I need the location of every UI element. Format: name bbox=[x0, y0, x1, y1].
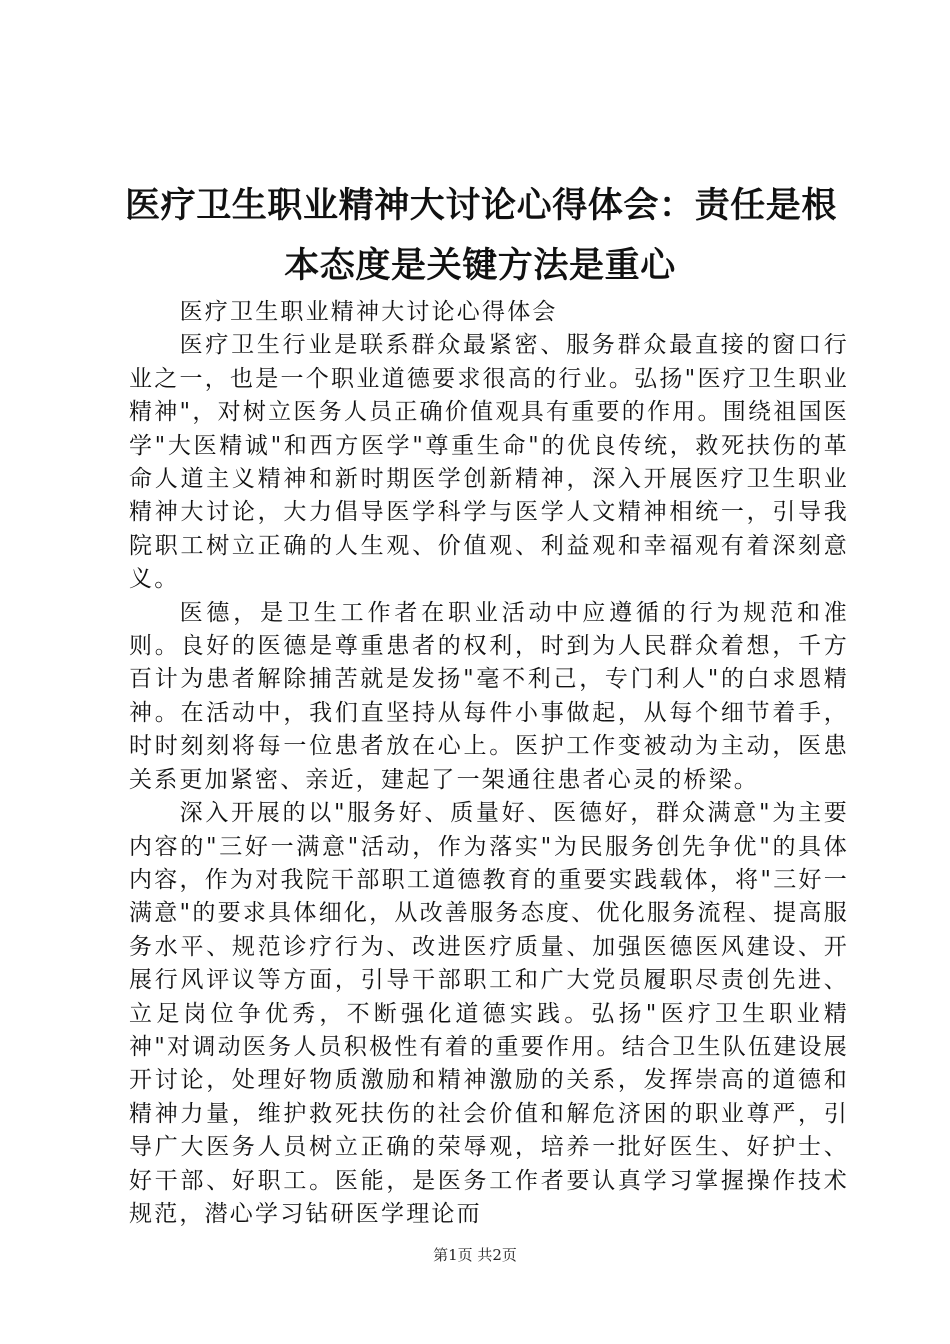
document-body bbox=[129, 296, 849, 1231]
document-title-line-1: 医疗卫生职业精神大讨论心得体会：责任是根 bbox=[125, 186, 838, 226]
document-title-line-2: 本态度是关键方法是重心 bbox=[284, 246, 676, 286]
paragraph-3: 深入开展的以"服务好、质量好、医德好，群众满意"为主要内容的"三好一满意"活动，作为落实"为民服务创先争优"的具体内容，作为对我院干部职工道德教育的重要实践载体，将"三好一满意"的要求具体细化，从改善服务态度、优化服务流程、提高服务水平、规范诊疗行为、改进医疗质量、加强医德医风建设、开展行风评议等方面，引导干部职工和广大党员履职尽责创先进、立足岗位争优秀，不断强化道德实践。弘扬"医疗卫生职业精神"对调动医务人员积极性有着的重要作用。结合卫生队伍建设展开讨论，处理好物质激励和精神激励的关系，发挥崇高的道德和精神力量，维护救死扶伤的社会价值和解危济困的职业尊严，引导广大医务人员树立正确的荣辱观，培养一批好医生、好护士、好干部、好职工。医能，是医务工作者要认真学习掌握操作技术规范，潜心学习钻研医学理论而 bbox=[129, 800, 849, 1227]
document-subtitle: 医疗卫生职业精神大讨论心得体会 bbox=[179, 299, 558, 325]
page-footer: 第1页 共2页 bbox=[433, 1246, 517, 1264]
paragraph-2: 医德，是卫生工作者在职业活动中应遵循的行为规范和准则。良好的医德是尊重患者的权利，时到为人民群众着想，千方百计为患者解除捕苦就是发扬"毫不利己，专门利人"的白求恩精神。在活动中，我们直坚持从每件小事做起，从每个细节着手，时时刻刻将每一位患者放在心上。医护工作变被动为主动，医患关系更加紧密、亲近，建起了一架通往患者心灵的桥梁。 bbox=[129, 599, 849, 793]
paragraph-1: 医疗卫生行业是联系群众最紧密、服务群众最直接的窗口行业之一，也是一个职业道德要求很高的行业。弘扬"医疗卫生职业精神"，对树立医务人员正确价值观具有重要的作用。围绕祖国医学"大医精诚"和西方医学"尊重生命"的优良传统，救死扶伤的革命人道主义精神和新时期医学创新精神，深入开展医疗卫生职业精神大讨论，大力倡导医学科学与医学人文精神相统一，引导我院职工树立正确的人生观、价值观、利益观和幸福观有着深刻意义。 bbox=[129, 332, 849, 593]
